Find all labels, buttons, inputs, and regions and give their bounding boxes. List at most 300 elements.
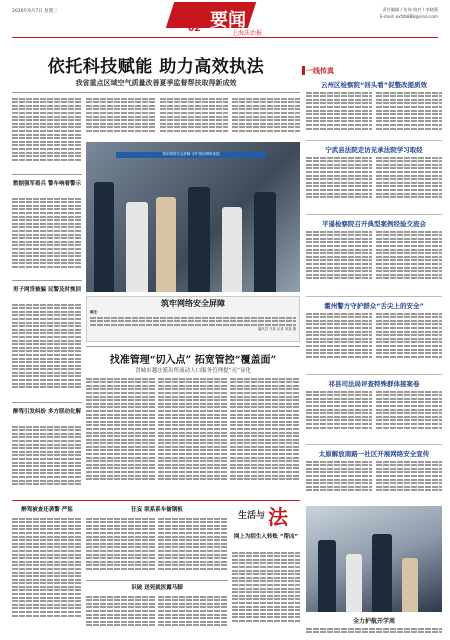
sidebar-title-2[interactable]: 宁武县法院走访见承法院学习取经 <box>325 146 423 154</box>
text-line <box>306 270 372 272</box>
bottom-left-body <box>12 516 82 634</box>
text-line <box>158 424 228 426</box>
text-line <box>376 409 442 411</box>
text-line <box>376 323 442 325</box>
text-line <box>376 249 442 251</box>
text-line <box>12 212 82 214</box>
text-line <box>376 167 442 169</box>
text-line <box>86 550 156 552</box>
lead-body-col-3 <box>160 96 228 138</box>
sidebar-body-5a <box>306 389 372 441</box>
text-line <box>86 392 156 394</box>
text-line <box>158 543 228 545</box>
story2-headline[interactable]: 找准管理“切入点” 拓宽管控“覆盖面” <box>109 355 277 366</box>
text-line <box>12 105 82 107</box>
text-line <box>376 345 442 347</box>
text-line <box>90 320 296 322</box>
text-line <box>158 471 228 473</box>
text-line <box>158 446 228 448</box>
sidebar-body-2a <box>306 155 372 211</box>
text-line <box>376 391 442 393</box>
text-line <box>232 101 300 103</box>
text-line <box>232 98 300 100</box>
text-line <box>86 546 156 548</box>
text-line <box>376 349 442 351</box>
text-line <box>306 320 372 322</box>
text-line <box>376 464 442 466</box>
photo-caption-label: 图注： <box>90 310 101 314</box>
text-line <box>12 568 82 570</box>
text-line <box>12 123 82 125</box>
text-line <box>376 341 442 343</box>
text-line <box>306 167 372 169</box>
text-line <box>86 568 156 570</box>
sidebar-divider-4 <box>306 374 442 375</box>
text-line <box>158 392 228 394</box>
text-line <box>306 398 372 400</box>
text-line <box>12 607 82 609</box>
text-line <box>12 325 82 327</box>
text-line <box>12 201 82 203</box>
text-line <box>306 323 372 325</box>
sidebar-body-1a <box>306 90 372 138</box>
text-line <box>158 599 228 601</box>
text-line <box>160 112 228 114</box>
text-line <box>160 105 228 107</box>
editor-email: E-mail: xxfzb888@sina.com <box>379 14 438 19</box>
sidebar-body-3b <box>376 229 442 293</box>
text-line <box>306 245 372 247</box>
text-line <box>232 580 300 582</box>
text-line <box>376 178 442 180</box>
text-line <box>86 403 156 405</box>
text-line <box>230 449 300 451</box>
text-line <box>12 343 82 345</box>
text-line <box>12 593 82 595</box>
text-line <box>376 412 442 414</box>
text-line <box>376 352 442 354</box>
text-line <box>86 532 156 534</box>
text-line <box>12 597 82 599</box>
text-line <box>86 599 156 601</box>
text-line <box>230 446 300 448</box>
editor-info <box>380 6 438 20</box>
text-line <box>12 557 82 559</box>
bottom-mid-body-2b <box>158 594 228 634</box>
bottom-right-title[interactable]: 网上为陌生人转账 “帮凶” <box>233 534 299 540</box>
text-line <box>158 406 228 408</box>
text-line <box>306 331 372 333</box>
text-line <box>12 554 82 556</box>
text-line <box>158 518 228 520</box>
text-line <box>158 388 228 390</box>
text-line <box>158 435 228 437</box>
text-line <box>230 457 300 459</box>
photo-figure <box>318 540 336 612</box>
text-line <box>158 396 228 398</box>
text-line <box>232 570 300 572</box>
text-line <box>306 489 372 491</box>
text-line <box>230 442 300 444</box>
text-line <box>86 564 156 566</box>
photo-figure <box>222 207 242 292</box>
text-line <box>86 108 156 110</box>
sidebar-photo <box>306 506 442 612</box>
bottom-strip-divider <box>12 500 300 501</box>
text-line <box>86 621 156 623</box>
text-line <box>230 421 300 423</box>
text-line <box>86 385 156 387</box>
text-line <box>12 234 82 236</box>
text-line <box>86 453 156 455</box>
text-line <box>376 189 442 191</box>
text-line <box>158 617 228 619</box>
text-line <box>12 216 82 218</box>
section-title: 要闻 <box>210 10 246 31</box>
text-line <box>306 234 372 236</box>
text-line <box>376 263 442 265</box>
text-line <box>306 471 372 473</box>
text-line <box>306 274 372 276</box>
text-line <box>306 175 372 177</box>
story2-subhead: 晋城市越庄派出所流动人口服务管理提“亮”显化 <box>135 368 251 374</box>
text-line <box>12 241 82 243</box>
text-line <box>230 406 300 408</box>
text-line <box>12 454 82 456</box>
photo-figure <box>346 554 362 612</box>
text-line <box>12 141 82 143</box>
text-line <box>306 341 372 343</box>
text-line <box>376 193 442 195</box>
text-line <box>12 137 82 139</box>
text-line <box>376 231 442 233</box>
text-line <box>376 182 442 184</box>
text-line <box>306 409 372 411</box>
text-line <box>232 598 300 600</box>
text-line <box>158 561 228 563</box>
text-line <box>86 478 156 480</box>
text-line <box>86 381 156 383</box>
text-line <box>12 451 82 453</box>
text-line <box>232 555 300 557</box>
text-line <box>230 435 300 437</box>
text-line <box>86 119 156 121</box>
text-line <box>158 539 228 541</box>
text-line <box>86 105 156 107</box>
brief-title-1[interactable]: 数据强军看兵 警车响着警示 <box>13 181 81 187</box>
text-line <box>12 101 82 103</box>
text-line <box>86 98 156 100</box>
text-line <box>306 405 372 407</box>
page-header <box>0 0 450 42</box>
text-line <box>12 368 82 370</box>
text-line <box>230 414 300 416</box>
text-line <box>86 449 156 451</box>
text-line <box>376 423 442 425</box>
sidebar-body-6b <box>376 459 442 503</box>
text-line <box>86 475 156 477</box>
story2-body-col-3 <box>230 376 300 496</box>
text-line <box>86 442 156 444</box>
text-line <box>306 427 372 429</box>
text-line <box>376 164 442 166</box>
text-line <box>86 610 156 612</box>
text-line <box>12 108 82 110</box>
text-line <box>376 106 442 108</box>
text-line <box>86 421 156 423</box>
header-divider <box>12 37 438 38</box>
text-line <box>86 428 156 430</box>
text-line <box>12 152 82 154</box>
text-line <box>306 249 372 251</box>
text-line <box>232 123 300 125</box>
sidebar-title-6[interactable]: 太原解放南路一社区开展网络安全宣传 <box>318 450 430 458</box>
photo-caption-title[interactable]: 筑牢网络安全屏障 <box>161 299 225 308</box>
text-line <box>12 318 82 320</box>
story2-body-col-2 <box>158 376 228 496</box>
brief-divider-3 <box>12 402 82 403</box>
text-line <box>12 155 82 157</box>
text-line <box>12 266 82 268</box>
text-line <box>376 252 442 254</box>
text-line <box>12 116 82 118</box>
text-line <box>86 424 156 426</box>
text-line <box>12 112 82 114</box>
text-line <box>12 208 82 210</box>
text-line <box>12 572 82 574</box>
text-line <box>12 611 82 613</box>
bottom-mid-body-2a <box>86 594 156 634</box>
text-line <box>376 124 442 126</box>
text-line <box>306 277 372 279</box>
text-line <box>12 134 82 136</box>
text-line <box>12 600 82 602</box>
text-line <box>12 159 82 161</box>
bottom-mid-title-2[interactable]: 识破 送死就医露马脚 <box>131 585 183 591</box>
photo-figure <box>188 187 210 292</box>
sidebar-body-6a <box>306 459 372 503</box>
text-line <box>12 589 82 591</box>
text-line <box>376 274 442 276</box>
sidebar-title-3[interactable]: 平遥检察院召开典型案例经验交流会 <box>322 220 426 228</box>
text-line <box>232 108 300 110</box>
text-line <box>158 536 228 538</box>
lead-headline[interactable]: 依托科技赋能 助力高效执法 <box>47 57 265 77</box>
text-line <box>12 329 82 331</box>
sidebar-title-4[interactable]: 霍州警方守护群众“舌尖上的安全” <box>324 302 424 310</box>
sidebar-footer-body <box>306 626 442 638</box>
text-line <box>160 108 228 110</box>
text-line <box>158 610 228 612</box>
text-line <box>230 467 300 469</box>
text-line <box>12 255 82 257</box>
text-line <box>376 338 442 340</box>
text-line <box>376 401 442 403</box>
text-line <box>86 603 156 605</box>
text-line <box>306 113 372 115</box>
text-line <box>86 471 156 473</box>
story2-divider <box>86 346 300 347</box>
sidebar-title-5[interactable]: 祁县司法局评查特殊群体接案卷 <box>328 380 420 388</box>
text-line <box>232 609 300 611</box>
text-line <box>86 101 156 103</box>
lead-body-col-2 <box>86 96 156 138</box>
text-line <box>232 577 300 579</box>
text-line <box>12 262 82 264</box>
text-line <box>86 417 156 419</box>
text-line <box>230 381 300 383</box>
text-line <box>230 410 300 412</box>
text-line <box>12 314 82 316</box>
text-line <box>12 536 82 538</box>
text-line <box>158 603 228 605</box>
sidebar-footer-title[interactable]: 全力护航开学周 <box>352 618 395 625</box>
text-line <box>376 416 442 418</box>
text-line <box>12 436 82 438</box>
brief-title-3[interactable]: 醉驾引发纠纷 多方联动化解 <box>13 409 81 415</box>
law-character-logo: 法 <box>268 505 288 529</box>
text-line <box>376 157 442 159</box>
text-line <box>306 263 372 265</box>
text-line <box>376 394 442 396</box>
text-line <box>12 518 82 520</box>
sidebar-divider-3 <box>306 296 442 297</box>
text-line <box>12 564 82 566</box>
text-line <box>376 99 442 101</box>
text-line <box>306 352 372 354</box>
text-line <box>376 196 442 198</box>
text-line <box>306 631 442 633</box>
bottom-left-title[interactable]: 醉驾被查还袭警 严惩 <box>21 507 73 513</box>
text-line <box>306 171 372 173</box>
text-line <box>376 316 442 318</box>
text-line <box>376 128 442 130</box>
text-line <box>158 457 228 459</box>
text-line <box>86 554 156 556</box>
text-line <box>376 334 442 336</box>
text-line <box>306 241 372 243</box>
text-line <box>158 550 228 552</box>
text-line <box>230 385 300 387</box>
text-line <box>12 198 82 200</box>
text-line <box>306 160 372 162</box>
text-line <box>12 336 82 338</box>
text-line <box>12 546 82 548</box>
text-line <box>230 399 300 401</box>
text-line <box>306 193 372 195</box>
text-line <box>376 171 442 173</box>
text-line <box>12 483 82 485</box>
lead-photo <box>86 142 300 292</box>
text-line <box>12 205 82 207</box>
life-and-law-logo: 生活与 <box>238 511 266 521</box>
text-line <box>12 226 82 228</box>
sidebar-kicker: 一线传真 <box>306 67 334 75</box>
text-line <box>12 462 82 464</box>
text-line <box>158 417 228 419</box>
text-line <box>306 475 372 477</box>
text-line <box>86 521 156 523</box>
text-line <box>376 117 442 119</box>
text-line <box>158 442 228 444</box>
text-line <box>86 539 156 541</box>
text-line <box>376 175 442 177</box>
sidebar-body-1b <box>376 90 442 138</box>
text-line <box>158 554 228 556</box>
text-line <box>86 399 156 401</box>
text-line <box>376 486 442 488</box>
text-line <box>12 130 82 132</box>
text-line <box>12 119 82 121</box>
text-line <box>158 568 228 570</box>
text-line <box>306 313 372 315</box>
text-line <box>306 356 372 358</box>
text-line <box>12 604 82 606</box>
text-line <box>12 340 82 342</box>
text-line <box>12 429 82 431</box>
brief-title-2[interactable]: 男子网贷被骗 民警及时挽回 <box>13 287 81 293</box>
text-line <box>12 332 82 334</box>
text-line <box>12 322 82 324</box>
sidebar-title-1[interactable]: 云州区检察院“回头看”促整改提质效 <box>320 81 428 89</box>
text-line <box>86 126 156 128</box>
photo-figure <box>94 182 114 292</box>
text-line <box>12 575 82 577</box>
text-line <box>86 606 156 608</box>
text-line <box>86 561 156 563</box>
text-line <box>12 582 82 584</box>
text-line <box>158 621 228 623</box>
text-line <box>12 615 82 617</box>
text-line <box>230 403 300 405</box>
text-line <box>306 327 372 329</box>
text-line <box>12 379 82 381</box>
photo-figure <box>372 534 392 612</box>
photo-caption-body <box>90 310 296 336</box>
photo-credit: 通讯员 马某 记者 刘某 摄 <box>257 327 296 332</box>
text-line <box>158 596 228 598</box>
text-line <box>158 464 228 466</box>
text-line <box>158 478 228 480</box>
text-line <box>12 237 82 239</box>
text-line <box>158 624 228 626</box>
text-line <box>12 543 82 545</box>
text-line <box>158 614 228 616</box>
text-line <box>12 472 82 474</box>
bottom-mid-title-1[interactable]: 狂妄 联系系车偷钢板 <box>131 507 183 513</box>
text-line <box>86 457 156 459</box>
text-line <box>306 238 372 240</box>
text-line <box>86 116 156 118</box>
text-line <box>158 432 228 434</box>
text-line <box>232 573 300 575</box>
text-line <box>306 178 372 180</box>
text-line <box>232 119 300 121</box>
text-line <box>160 98 228 100</box>
lead-subhead: 我省重点区域空气质量改善夏季监督帮扶取得新成效 <box>75 79 237 87</box>
text-line <box>86 112 156 114</box>
text-line <box>232 620 300 622</box>
text-line <box>12 426 82 428</box>
text-line <box>376 110 442 112</box>
main-content <box>12 42 300 640</box>
text-line <box>232 595 300 597</box>
text-line <box>90 324 296 326</box>
text-line <box>12 350 82 352</box>
text-line <box>376 475 442 477</box>
text-line <box>376 479 442 481</box>
text-line <box>12 586 82 588</box>
